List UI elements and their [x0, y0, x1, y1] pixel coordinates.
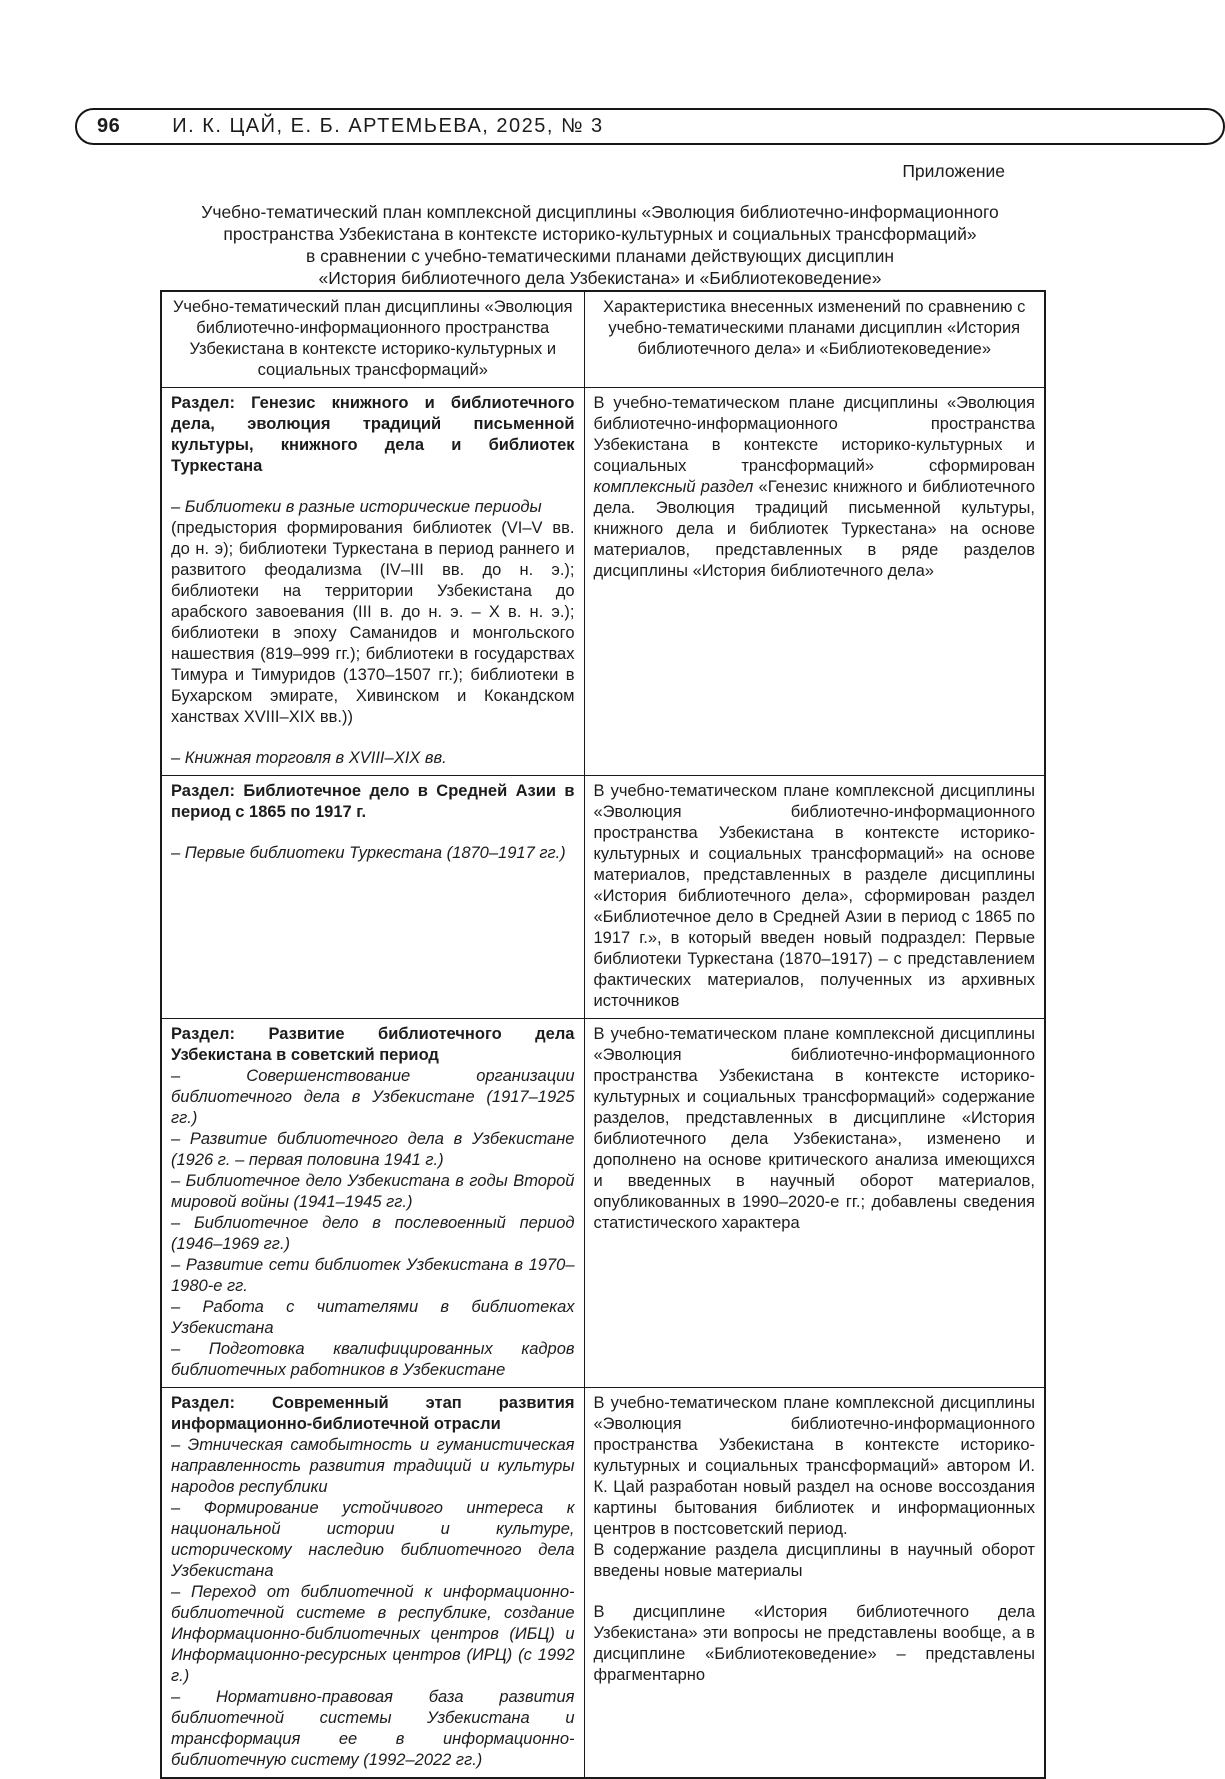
row4-plan-cell [161, 1388, 584, 1779]
title-line: Учебно-тематический план комплексной дисциплины «Эволюция библиотечно-информационного [201, 202, 999, 222]
appendix-label: Приложение [902, 161, 1005, 181]
table-row [161, 776, 1045, 1019]
topic-item: – Развитие сети библиотек Узбекистана в 1970–1980-е гг. [171, 1256, 575, 1295]
section-heading: Раздел: Библиотечное дело в Средней Азии в период с 1865 по 1917 г. [171, 782, 575, 821]
running-title: И. К. ЦАЙ, Е. Б. АРТЕМЬЕВА, 2025, № 3 [172, 115, 604, 137]
topic-item: – Библиотеки в разные исторические периоды [171, 498, 542, 516]
column-header-changes: Характеристика внесенных изменений по сравнению с учебно-тематическими планами дисциплин «История библиотечного дела» и «Библиотековедение» [584, 291, 1045, 388]
changes-text: «Генезис книжного и библиотечного дела. Эволюция традиций письменной культуры, книжного дела и библиотек Туркестана» на основе материалов, представленных в ряде разделов дисциплины «История библиотечного дела» [593, 478, 1035, 580]
topic-item: – Подготовка квалифицированных кадров библиотечных работников в Узбекистане [171, 1340, 575, 1379]
changes-paragraph: В учебно-тематическом плане комплексной дисциплины «Эволюция библиотечно-информационного пространства Узбекистана в контексте историко-культурных и социальных трансформаций» содержание разделов, представленных в дисциплине «История библиотечного дела Узбекистана», изменено и дополнено на основе критического анализа имеющихся и введенных в научный оборот материалов, опубликованных в 1990–2020-е гг.; добавлены сведения статистического характера [593, 1025, 1035, 1232]
changes-paragraph [594, 393, 1036, 582]
table-header-row [161, 291, 1045, 388]
document-title [90, 201, 1110, 289]
topic-item: – Переход от библиотечной к информационно-библиотечной системе в республике, создание Информационно-библиотечных центров (ИБЦ) и Информационно-ресурсных центров (ИРЦ) (с 1992 г.) [171, 1583, 575, 1685]
row3-plan-cell [161, 1019, 584, 1388]
row1-changes-cell [584, 388, 1045, 776]
changes-text-italic: комплексный раздел [593, 478, 754, 496]
topic-item: – Работа с читателями в библиотеках Узбекистана [171, 1298, 575, 1337]
topic-item: – Книжная торговля в XVIII–XIX вв. [171, 749, 447, 767]
row2-changes-cell [584, 776, 1045, 1019]
section-heading: Раздел: Генезис книжного и библиотечного дела, эволюция традиций письменной культуры, книжного дела и библиотек Туркестана [171, 394, 575, 475]
row4-changes-cell [584, 1388, 1045, 1779]
topic-item: – Совершенствование организации библиотечного дела в Узбекистане (1917–1925 гг.) [171, 1067, 575, 1127]
changes-text: В учебно-тематическом плане дисциплины «Эволюция библиотечно-информационного пространства Узбекистана в контексте историко-культурных и социальных трансформаций» сформирован [593, 394, 1035, 475]
section-heading: Раздел: Развитие библиотечного дела Узбекистана в советский период [171, 1025, 575, 1064]
table-row [161, 388, 1045, 776]
title-line: пространства Узбекистана в контексте историко-культурных и социальных трансформаций» [223, 224, 977, 244]
topic-item: – Библиотечное дело Узбекистана в годы Второй мировой войны (1941–1945 гг.) [171, 1172, 575, 1211]
topic-item: – Нормативно-правовая база развития библиотечной системы Узбекистана и трансформация ее в информационно-библиотечную систему (1992–2022 гг.) [171, 1688, 575, 1769]
topic-item: – Библиотечное дело в послевоенный период (1946–1969 гг.) [171, 1214, 575, 1253]
changes-paragraph: В учебно-тематическом плане комплексной дисциплины «Эволюция библиотечно-информационного пространства Узбекистана в контексте историко-культурных и социальных трансформаций» на основе материалов, представленных в разделе дисциплины «История библиотечного дела», сформирован раздел «Библиотечное дело в Средней Азии в период с 1865 по 1917 г.», в который введен новый подраздел: Первые библиотеки Туркестана (1870–1917) – с представлением фактических материалов, полученных из архивных источников [593, 782, 1035, 1010]
changes-paragraph: В содержание раздела дисциплины в научный оборот введены новые материалы [593, 1541, 1035, 1580]
topic-item: – Первые библиотеки Туркестана (1870–1917 гг.) [171, 844, 566, 862]
column-header-plan: Учебно-тематический план дисциплины «Эволюция библиотечно-информационного пространства Узбекистана в контексте историко-культурных и социальных трансформаций» [161, 291, 584, 388]
topic-item: – Развитие библиотечного дела в Узбекистане (1926 г. – первая половина 1941 г.) [171, 1130, 575, 1169]
table-row [161, 1388, 1045, 1779]
topic-item: – Формирование устойчивого интереса к национальной истории и культуре, историческому наследию библиотечного дела Узбекистана [171, 1499, 575, 1580]
table-row [161, 1019, 1045, 1388]
section-heading: Раздел: Современный этап развития информационно-библиотечной отрасли [171, 1394, 575, 1433]
title-line: «История библиотечного дела Узбекистана» и «Библиотековедение» [318, 268, 882, 288]
running-header [75, 108, 1225, 145]
topic-item: – Этническая самобытность и гуманистическая направленность развития традиций и культуры народов республики [171, 1436, 575, 1496]
row2-plan-cell [161, 776, 584, 1019]
title-line: в сравнении с учебно-тематическими планами действующих дисциплин [305, 246, 895, 266]
changes-paragraph: В учебно-тематическом плане комплексной дисциплины «Эволюция библиотечно-информационного пространства Узбекистана в контексте историко-культурных и социальных трансформаций» автором И. К. Цай разработан новый раздел на основе воссоздания картины бытования библиотек и информационных центров в постсоветский период. [593, 1394, 1035, 1538]
page-number: 96 [97, 115, 121, 137]
comparison-table [160, 290, 1046, 1779]
row1-plan-cell [161, 388, 584, 776]
topic-item-detail: (предыстория формирования библиотек (VI–V вв. до н. э); библиотеки Туркестана в период раннего и развитого феодализма (IV–III вв. до н. э.); библиотеки на территории Узбекистана до арабского завоевания (III в. до н. э. – X в. н. э.); библиотеки в эпоху Саманидов и монгольского нашествия (819–999 гг.); библиотеки в государствах Тимура и Тимуридов (1370–1507 гг.); библиотеки в Бухарском эмирате, Хивинском и Кокандском ханствах XVIII–XIX вв.)) [171, 519, 575, 726]
changes-paragraph: В дисциплине «История библиотечного дела Узбекистана» эти вопросы не представлены вообще, а в дисциплине «Библиотековедение» – представлены фрагментарно [593, 1603, 1035, 1684]
row3-changes-cell [584, 1019, 1045, 1388]
